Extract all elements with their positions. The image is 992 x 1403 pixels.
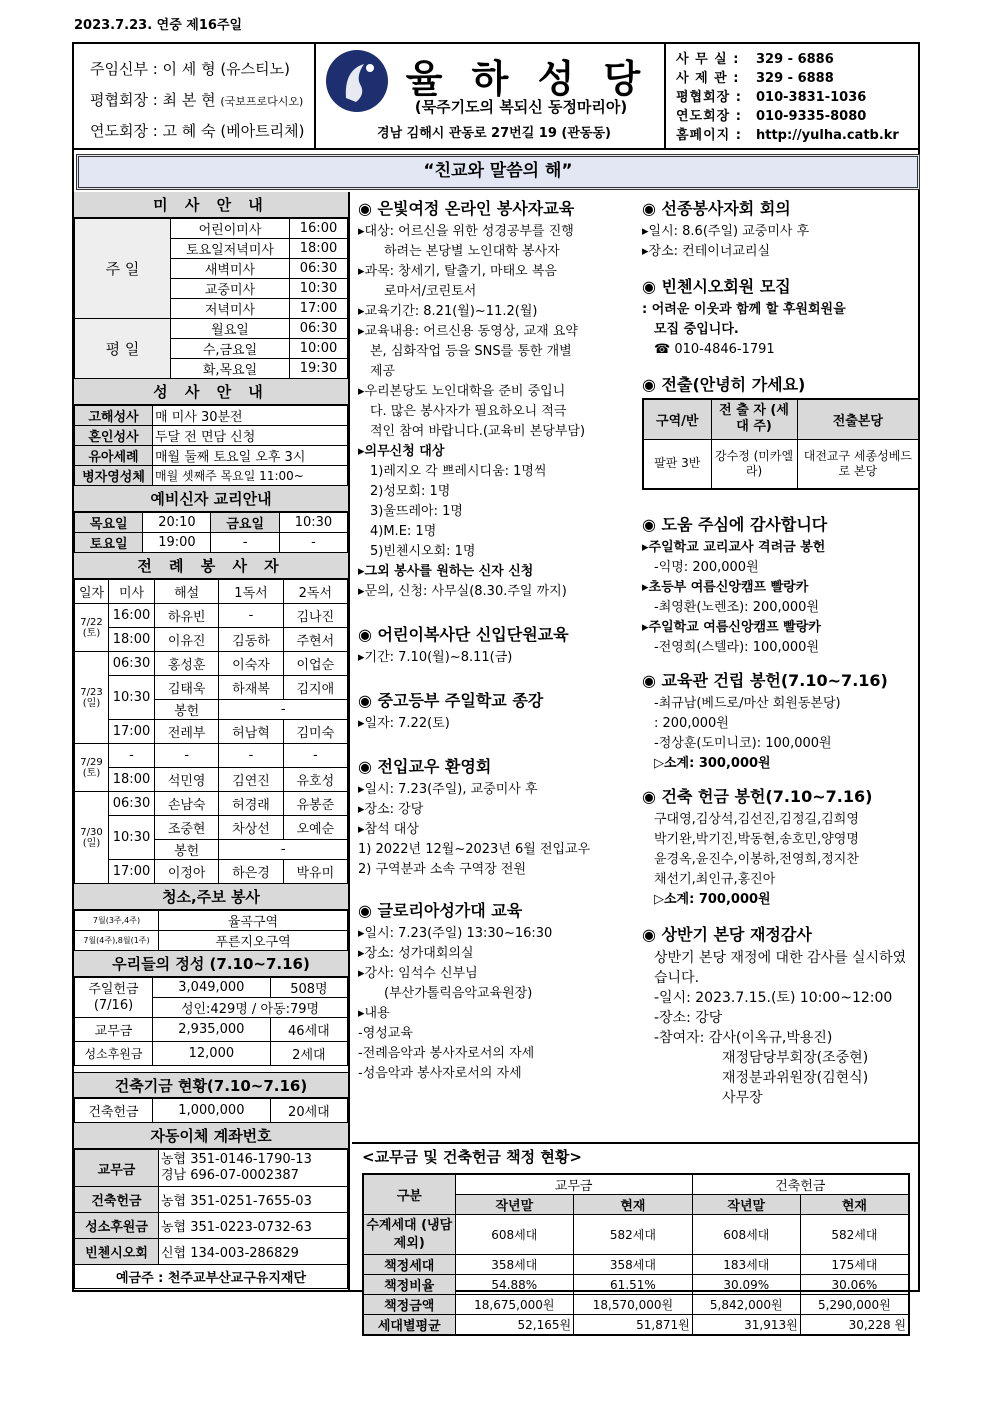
table-cell: 수계세대 (냉담제외) [363, 1215, 455, 1255]
table-cell: 주현서 [283, 628, 347, 652]
table-cell: 358세대 [574, 1255, 693, 1275]
table-cell: 작년말 [455, 1195, 574, 1215]
catechumen-title: 예비신자 교리안내 [74, 486, 348, 512]
table-cell: - [219, 840, 348, 860]
text-line: ▸문의, 신청: 사무실(8.30.주일 까지) [358, 584, 567, 599]
church-name: 율 하 성 당 [405, 57, 649, 101]
table-cell: 새벽미사 [171, 259, 290, 279]
text-line: ▸내용 [358, 1006, 390, 1021]
table-cell: 책정금액 [363, 1295, 455, 1315]
bulletin-date: 2023.7.23. 연중 제16주일 [74, 18, 243, 33]
table-cell: 전 출 자 (세 대 주) [711, 399, 797, 439]
weekday-label: 평 일 [75, 319, 171, 379]
table-cell: 두달 전 면담 신청 [153, 426, 348, 446]
text-line: ▸초등부 여름신앙캠프 빨랑카 [642, 580, 809, 595]
text-line: 적인 참여 바랍니다.(교육비 본당부담) [370, 424, 586, 439]
table-cell: 허남혁 [219, 720, 283, 744]
table-cell: 목요일 [75, 513, 143, 533]
choir-title: ◉ 글로리아성가대 교육 [358, 901, 523, 920]
table-cell: 봉헌 [155, 700, 219, 720]
table-cell: 10:30 [279, 513, 347, 533]
table-cell: 582세대 [574, 1215, 693, 1255]
table-cell: 김미숙 [283, 720, 347, 744]
sacrament-title: 성 사 안 내 [74, 379, 348, 405]
text-line: 사 무 실 : [676, 52, 740, 67]
transfer-title: ◉ 전출(안녕히 가세요) [642, 375, 806, 394]
vincent-body [642, 300, 918, 360]
table-cell: 미사 [109, 580, 155, 604]
text-line: -성음악과 봉사자로서의 자세 [358, 1066, 522, 1081]
text-line: 재정담당부회장(조중현) [722, 1050, 869, 1066]
text-line: 329 - 6886 [756, 52, 834, 67]
sacrament-table [74, 405, 348, 486]
table-cell: 1독서 [219, 580, 283, 604]
text-line: 사 제 관 : [676, 71, 740, 86]
text-line: 홈페이지 : [676, 128, 742, 143]
table-cell: 유봉준 [283, 792, 347, 816]
pioneer-title: ◉ 선종봉사자회 회의 [642, 199, 791, 218]
text-line: 윤경옥,윤진수,이봉하,전영희,정지찬 [654, 852, 859, 867]
text-line: 4)M.E: 1명 [370, 524, 437, 539]
table-cell: 구분 [363, 1174, 455, 1215]
text-line: 평협회장 : [676, 90, 742, 105]
text-line: ▸일시: 7.23(주일), 교중미사 후 [358, 782, 538, 797]
table-cell: 주일헌금 (7/16) [75, 978, 153, 1018]
contact-rectory [676, 69, 914, 88]
text-line: 로마서/코린토서 [384, 284, 477, 299]
table-cell: 16:00 [109, 604, 155, 628]
table-cell: 175세대 [800, 1255, 909, 1275]
table-cell: 10:30 [109, 676, 155, 720]
audit-body [642, 948, 918, 1108]
text-line: 010-9335-8080 [756, 109, 867, 124]
thanks-title: ◉ 도움 주심에 감사합니다 [642, 515, 828, 534]
table-cell: 차상선 [219, 816, 283, 840]
text-line: 2) 구역분과 소속 구역장 전원 [358, 862, 527, 877]
text-line: ▸일시: 7.23(주일) 13:30~16:30 [358, 926, 553, 941]
text-line: -최영환(노렌조): 200,000원 [654, 600, 820, 615]
text-line: ▸일시: 8.6(주일) 교중미사 후 [642, 224, 810, 239]
liturgy-table [74, 579, 348, 884]
pastor: 주임신부 : 이 세 형 (유스티노) [90, 60, 290, 78]
text-line: 다. 많은 봉사자가 필요하오니 적극 [370, 404, 567, 419]
accounts-title: 자동이체 계좌번호 [74, 1123, 348, 1149]
text-line: 구대영,김상석,김선진,김정길,김희영 [654, 812, 859, 827]
text-line: 1) 2022년 12월~2023년 6월 전입교우 [358, 842, 591, 857]
table-cell: 이숙자 [219, 652, 283, 676]
news-column-a [358, 192, 640, 1084]
table-cell: 19:00 [143, 533, 211, 553]
table-cell: 교무금 [455, 1174, 692, 1195]
accounts-table [74, 1149, 348, 1289]
text-line: ▸강사: 임석수 신부님 [358, 966, 478, 981]
contact-council [676, 88, 914, 107]
text-line: ▸주일학교 교리교사 격려금 봉헌 [642, 540, 826, 555]
table-cell: 이정아 [155, 860, 219, 884]
table-cell: 매 미사 30분전 [153, 406, 348, 426]
table-cell: 17:00 [109, 720, 155, 744]
church-title-block [314, 44, 666, 148]
catechumen-table [74, 512, 348, 553]
status-title: <교무금 및 건축헌금 책정 현황> [362, 1148, 582, 1166]
table-cell: 예금주 : 천주교부산교구유지재단 [75, 1265, 348, 1289]
table-cell: 농협 351-0146-1790-13 경남 696-07-0002387 [159, 1150, 348, 1187]
text-line: : 어려운 이웃과 함께 할 후원회원을 [642, 302, 846, 317]
table-cell: 183세대 [692, 1255, 800, 1275]
text-line: 제공 [370, 364, 396, 379]
table-cell: 손남숙 [155, 792, 219, 816]
table-cell: - [279, 533, 347, 553]
table-cell: - [283, 744, 347, 768]
table-cell: 김지애 [283, 676, 347, 700]
school-title: ◉ 중고등부 주일학교 종강 [358, 691, 544, 710]
table-cell: 해설 [155, 580, 219, 604]
table-cell: 18,570,000원 [574, 1295, 693, 1315]
text-line: 사무장 [722, 1090, 763, 1106]
table-cell: 06:30 [290, 259, 348, 279]
table-cell: 61.51% [574, 1275, 693, 1295]
table-cell: 18:00 [109, 628, 155, 652]
table-cell: 7/30 (일) [75, 792, 109, 884]
text-line: 상반기 본당 재정에 대한 감사를 실시하였습니다. [654, 950, 907, 986]
status-table [362, 1173, 910, 1336]
welcome-title: ◉ 전입교우 환영회 [358, 757, 492, 776]
table-cell: 10:00 [290, 339, 348, 359]
table-cell: 푸른지오구역 [159, 931, 348, 951]
text-line: -장소: 강당 [654, 1010, 723, 1026]
table-cell: 608세대 [692, 1215, 800, 1255]
table-cell: 구역/반 [643, 399, 711, 439]
table-cell: 봉헌 [155, 840, 219, 860]
table-cell: 52,165원 [455, 1315, 574, 1336]
table-cell: 7월(3주,4주) [75, 911, 159, 931]
table-cell: 3,049,000 [153, 978, 271, 998]
text-line: ▷소계: 300,000원 [654, 756, 771, 771]
edu-hall-body [642, 694, 918, 774]
audit-title: ◉ 상반기 본당 재정감사 [642, 925, 812, 944]
offering-table [74, 977, 348, 1066]
table-cell: 1,000,000 [153, 1099, 271, 1123]
table-cell: 건축헌금 [75, 1099, 153, 1123]
table-cell: 10:30 [109, 816, 155, 860]
table-cell: 이유진 [155, 628, 219, 652]
text-line: 5)빈첸시오회: 1명 [370, 544, 476, 559]
table-cell: 교무금 [75, 1018, 153, 1042]
table-cell: 매월 둘째 토요일 오후 3시 [153, 446, 348, 466]
text-line: 채선기,최인규,홍진아 [654, 872, 776, 887]
table-cell: 7/22 (토) [75, 604, 109, 652]
table-cell: 20세대 [270, 1099, 347, 1123]
vincent-title: ◉ 빈첸시오회원 모집 [642, 277, 791, 296]
table-cell: 일자 [75, 580, 109, 604]
table-cell: 석민영 [155, 768, 219, 792]
news-column-b [642, 192, 918, 1108]
table-cell: 조중현 [155, 816, 219, 840]
left-column [74, 192, 350, 1292]
table-cell: 유아세례 [75, 446, 153, 466]
table-cell: - [109, 744, 155, 768]
table-cell: 농협 351-0251-7655-03 [159, 1187, 348, 1213]
table-cell: 7/23 (일) [75, 652, 109, 744]
thanks-body [642, 538, 918, 658]
text-line: 연도회장 : [676, 109, 742, 124]
table-cell: 세대별평균 [363, 1315, 455, 1336]
table-cell: 고해성사 [75, 406, 153, 426]
text-line: ▸교육기간: 8.21(월)~11.2(월) [358, 304, 538, 319]
table-cell: 하재복 [219, 676, 283, 700]
table-cell: 2독서 [283, 580, 347, 604]
building-fund-title: 건축기금 현황(7.10~7.16) [74, 1072, 348, 1098]
cleaning-table [74, 910, 348, 951]
liturgy-title: 전 례 봉 사 자 [74, 553, 348, 579]
text-line: ▸과목: 창세기, 탈출기, 마태오 복음 [358, 264, 557, 279]
table-cell: 30.09% [692, 1275, 800, 1295]
table-cell: 전레부 [155, 720, 219, 744]
table-cell: 18,675,000원 [455, 1295, 574, 1315]
table-cell: 교중미사 [171, 279, 290, 299]
table-cell: 유호성 [283, 768, 347, 792]
table-cell: 06:30 [109, 792, 155, 816]
church-patron: (묵주기도의 복되신 동정마리아) [414, 98, 628, 116]
text-line: ▸장소: 강당 [358, 802, 424, 817]
table-cell: 강수정 (미카엘라) [711, 439, 797, 489]
text-line: ▸참석 대상 [358, 822, 419, 837]
table-cell: 김동하 [219, 628, 283, 652]
text-line: -전영희(스텔라): 100,000원 [654, 640, 820, 655]
altar-body: ▸기간: 7.10(월)~8.11(금) [358, 650, 513, 665]
staff-list [90, 54, 320, 147]
text-line: 박기완,박기진,박동현,송호민,양영명 [654, 832, 859, 847]
table-cell: 2,935,000 [153, 1018, 271, 1042]
contact-office [676, 50, 914, 69]
contact-list [676, 50, 914, 145]
building-offer-body [642, 810, 918, 910]
table-cell: 20:10 [143, 513, 211, 533]
table-cell: 이업순 [283, 652, 347, 676]
table-cell: 46세대 [270, 1018, 347, 1042]
table-cell: 건축헌금 [692, 1174, 909, 1195]
table-cell: - [211, 533, 279, 553]
table-cell: 교무금 [75, 1150, 159, 1187]
table-cell: 현재 [800, 1195, 909, 1215]
text-line: -참여자: 감사(이옥규,박용진) [654, 1030, 833, 1046]
building-fund-table [74, 1098, 348, 1123]
table-cell: 월요일 [171, 319, 290, 339]
text-line: ▷소계: 700,000원 [654, 892, 771, 907]
table-cell: 18:00 [109, 768, 155, 792]
table-cell: 김나진 [283, 604, 347, 628]
table-cell: 17:00 [290, 299, 348, 319]
table-cell: 19:30 [290, 359, 348, 379]
contact-ladies [676, 107, 914, 126]
table-cell: 06:30 [109, 652, 155, 676]
text-line: (부산가톨릭음악교육원장) [384, 986, 533, 1001]
table-cell: 12,000 [153, 1042, 271, 1066]
table-cell: - [219, 604, 283, 628]
table-cell: 매월 셋째주 목요일 11:00~ [153, 466, 348, 486]
mass-title: 미 사 안 내 [74, 192, 348, 218]
table-cell: 허경래 [219, 792, 283, 816]
table-cell: 508명 [270, 978, 347, 998]
offering-title: 우리들의 정성 (7.10~7.16) [74, 951, 348, 977]
text-line: -정상훈(도미니코): 100,000원 [654, 736, 832, 751]
table-cell: 저녁미사 [171, 299, 290, 319]
table-cell: 5,290,000원 [800, 1295, 909, 1315]
text-line: http://yulha.catb.kr [756, 128, 899, 143]
text-line: ▸장소: 컨테이너교리실 [642, 244, 771, 259]
table-cell: 수,금요일 [171, 339, 290, 359]
table-cell: 하은경 [219, 860, 283, 884]
table-cell: 빈첸시오회 [75, 1239, 159, 1265]
table-cell: 박유미 [283, 860, 347, 884]
table-cell: 김태욱 [155, 676, 219, 700]
cleaning-title: 청소,주보 봉사 [74, 884, 348, 910]
text-line: : 200,000원 [654, 716, 729, 731]
text-line: ▸장소: 성가대회의실 [358, 946, 474, 961]
sunday-label: 주 일 [75, 219, 171, 319]
table-cell: 토요일저녁미사 [171, 239, 290, 259]
text-line: ☎ 010-4846-1791 [654, 342, 775, 357]
mass-table [74, 218, 348, 379]
table-cell: 7월(4주),8월(1주) [75, 931, 159, 951]
table-cell: 책정비율 [363, 1275, 455, 1295]
table-cell: 화,목요일 [171, 359, 290, 379]
text-line: -일시: 2023.7.15.(토) 10:00~12:00 [654, 990, 893, 1006]
text-line: ▸대상: 어르신을 위한 성경공부를 진행 [358, 224, 574, 239]
text-line: 모집 중입니다. [654, 322, 739, 337]
right-area [352, 192, 918, 1334]
table-cell: 54.88% [455, 1275, 574, 1295]
text-line: -익명: 200,000원 [654, 560, 759, 575]
header [74, 44, 918, 150]
table-cell: 성인:429명 / 아동:79명 [153, 998, 348, 1018]
table-cell: 대전교구 세종성베드로 본당 [797, 439, 919, 489]
table-cell: - [219, 700, 348, 720]
table-cell: 전출본당 [797, 399, 919, 439]
text-line: 하려는 본당별 노인대학 봉사자 [384, 244, 560, 259]
text-line: ▸우리본당도 노인대학을 준비 중입니 [358, 384, 566, 399]
table-cell: - [219, 744, 283, 768]
welcome-body [358, 780, 640, 880]
edu-hall-title: ◉ 교육관 건립 봉헌(7.10~7.16) [642, 671, 888, 690]
school-body: ▸일자: 7.22(토) [358, 716, 450, 731]
table-cell: 농협 351-0223-0732-63 [159, 1213, 348, 1239]
text-line: ▸주일학교 여름신앙캠프 빨랑카 [642, 620, 821, 635]
table-cell: 신협 134-003-286829 [159, 1239, 348, 1265]
table-cell: 토요일 [75, 533, 143, 553]
table-cell: 현재 [574, 1195, 693, 1215]
status-section [352, 1142, 918, 1336]
text-line: (국보프로다시오) [220, 95, 304, 108]
text-line: ▸교육내용: 어르신용 동영상, 교재 요약 [358, 324, 578, 339]
text-line: 재정분과위원장(김현식) [722, 1070, 869, 1086]
table-cell: 병자영성체 [75, 466, 153, 486]
text-line: 평협회장 : 최 본 현 [90, 91, 221, 109]
table-cell: 김연진 [219, 768, 283, 792]
table-cell: 582세대 [800, 1215, 909, 1255]
pioneer-body [642, 222, 918, 262]
ladies-president: 연도회장 : 고 혜 숙 (베아트리체) [90, 122, 305, 140]
contact-homepage[interactable] [676, 126, 914, 145]
table-cell: 30,228 원 [800, 1315, 909, 1336]
table-cell: 건축헌금 [75, 1187, 159, 1213]
text-line: 1)레지오 각 쁘레시디움: 1명씩 [370, 464, 547, 479]
silver-body [358, 222, 640, 602]
text-line: 2)성모회: 1명 [370, 484, 451, 499]
table-cell: 51,871원 [574, 1315, 693, 1336]
table-cell: 성소후원금 [75, 1213, 159, 1239]
table-cell: 홍성훈 [155, 652, 219, 676]
table-cell: - [155, 744, 219, 768]
text-line: -전례음악과 봉사자로서의 자세 [358, 1046, 535, 1061]
table-cell: 하유빈 [155, 604, 219, 628]
text-line: -영성교육 [358, 1026, 413, 1041]
table-cell: 팔판 3반 [643, 439, 711, 489]
table-cell: 오예순 [283, 816, 347, 840]
church-address: 경남 김해시 관동로 27번길 19 (관동동) [377, 126, 611, 141]
altar-title: ◉ 어린이복사단 신입단원교육 [358, 625, 569, 644]
choir-body [358, 924, 640, 1084]
table-cell: 금요일 [211, 513, 279, 533]
council-president [90, 85, 320, 116]
table-cell: 608세대 [455, 1215, 574, 1255]
table-cell: 성소후원금 [75, 1042, 153, 1066]
table-cell: 7/29 (토) [75, 744, 109, 792]
table-cell: 06:30 [290, 319, 348, 339]
table-cell: 어린이미사 [171, 219, 290, 239]
transfer-table [642, 398, 920, 490]
text-line: 본, 심화작업 등을 SNS를 통한 개별 [370, 344, 572, 359]
table-cell: 혼인성사 [75, 426, 153, 446]
table-cell: 358세대 [455, 1255, 574, 1275]
table-cell: 책정세대 [363, 1255, 455, 1275]
table-cell: 31,913원 [692, 1315, 800, 1336]
silver-title: ◉ 은빛여정 온라인 봉사자교육 [358, 199, 575, 218]
building-offer-title: ◉ 건축 헌금 봉헌(7.10~7.16) [642, 787, 873, 806]
table-cell: 10:30 [290, 279, 348, 299]
table-cell: 율곡구역 [159, 911, 348, 931]
text-line: ▸그외 봉사를 원하는 신자 신청 [358, 564, 534, 579]
table-cell: 16:00 [290, 219, 348, 239]
table-cell: 17:00 [109, 860, 155, 884]
text-line: 329 - 6888 [756, 71, 834, 86]
text-line: -최규남(베드로/마산 회원동본당) [654, 696, 841, 711]
table-cell: 5,842,000원 [692, 1295, 800, 1315]
bulletin-frame [72, 42, 920, 1334]
year-theme: “친교와 말씀의 해” [76, 154, 920, 190]
text-line: ▸의무신청 대상 [358, 444, 445, 459]
table-cell: 30.06% [800, 1275, 909, 1295]
text-line: 010-3831-1036 [756, 90, 867, 105]
table-cell: 작년말 [692, 1195, 800, 1215]
table-cell: 18:00 [290, 239, 348, 259]
table-cell: 2세대 [270, 1042, 347, 1066]
text-line: 3)울뜨레아: 1명 [370, 504, 463, 519]
